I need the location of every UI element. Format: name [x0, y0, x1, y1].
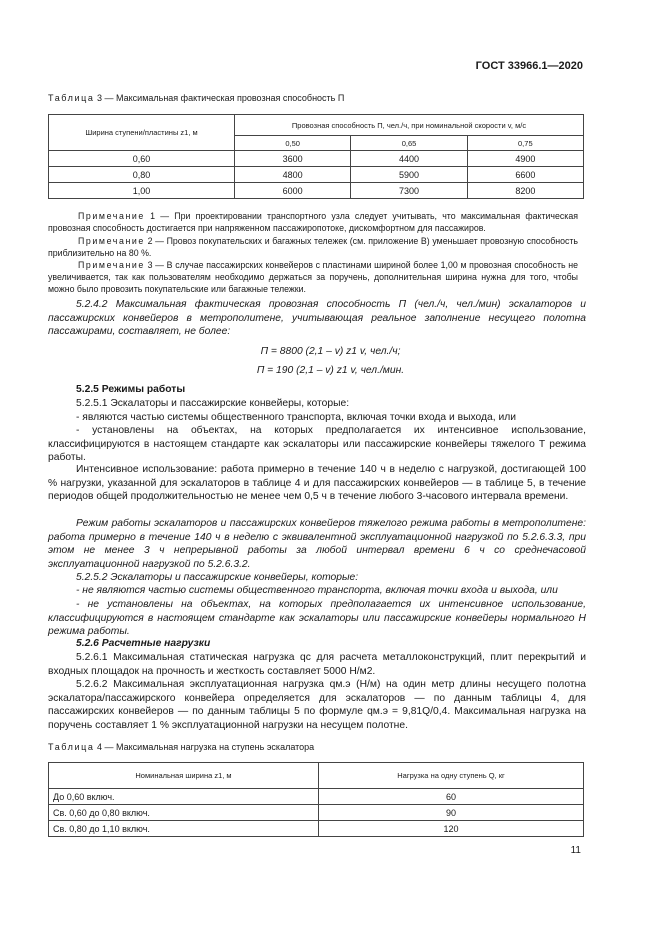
table4-caption-text: 4 — Максимальная нагрузка на ступень эскалатора — [97, 742, 315, 752]
note-3 — [48, 259, 578, 296]
paragraph-5-2-5-1: 5.2.5.1 Эскалаторы и пассажирские конвейеры, которые: — [76, 398, 350, 409]
note-1 — [48, 210, 578, 234]
table-row — [49, 789, 584, 805]
note-label: Примечание — [78, 260, 145, 270]
section-5-2-6-heading: 5.2.6 Расчетные нагрузки — [76, 638, 211, 649]
table-row — [49, 167, 584, 183]
table4-header-load: Нагрузка на одну ступень Q, кг — [319, 763, 584, 789]
table3-speed: 0,65 — [351, 136, 467, 151]
table4-header-width: Номинальная ширина z1, м — [49, 763, 319, 789]
table-cell: Св. 0,80 до 1,10 включ. — [49, 821, 319, 837]
table3-speed: 0,50 — [235, 136, 351, 151]
paragraph-5-2-5-2-item-a: - не являются частью системы общественного транспорта, включая точки входа и выхода, или — [76, 585, 558, 596]
table-cell: 6000 — [235, 183, 351, 199]
page-number: 11 — [570, 845, 581, 856]
table3-header-width: Ширина ступени/пластины z1, м — [49, 115, 235, 151]
table3-header-capacity: Провозная способность П, чел./ч, при номинальной скорости v, м/с — [235, 115, 584, 136]
note-2 — [48, 235, 578, 259]
table4 — [48, 762, 584, 837]
table-row — [49, 821, 584, 837]
table4-caption — [48, 742, 314, 752]
table-cell: 1,00 — [49, 183, 235, 199]
paragraph-5-2-6-2: 5.2.6.2 Максимальная эксплуатационная нагрузка qм.э (Н/м) на один метр длины несущего полотна эскалатора/пассажирского конвейера определяется для эскалаторов — по данным таблицы 4, для пассажирских конвейеров — по данным таблицы 5 по формуле qм.э = 9,81Q/0,4. Максимальная нагрузка на поручень составляет 1 % эксплуатационной нагрузки на несущем полотне. — [48, 679, 586, 731]
table-row — [49, 805, 584, 821]
paragraph-5-2-5-2: 5.2.5.2 Эскалаторы и пассажирские конвейеры, которые: — [76, 572, 359, 583]
paragraph-5-2-6-1: 5.2.6.1 Максимальная статическая нагрузка qc для расчета металлоконструкций, плит перекрытий и входных площадок на прочность и жесткость составляет 5000 Н/м2. — [48, 652, 586, 677]
note-text: 1 — При проектировании транспортного узла следует учитывать, что максимальная фактическая провозная способность достигается при напряженном пассажиропотоке, дискомфортном для пассажиров. — [48, 211, 578, 234]
table-cell: 7300 — [351, 183, 467, 199]
table3-caption-prefix: Таблица — [48, 93, 95, 103]
table-cell: 120 — [319, 821, 584, 837]
note-text: 3 — В случае пассажирских конвейеров с пластинами шириной более 1,00 м провозная способность не увеличивается, так как пользователям необходимо держаться за поручень, дополнительная ширина нужна для того, чтобы можно было провозить покупательские или багажные тележки. — [48, 260, 578, 295]
table-cell: Св. 0,60 до 0,80 включ. — [49, 805, 319, 821]
paragraph-5-2-4-2: 5.2.4.2 Максимальная фактическая провозная способность П (чел./ч, чел./мин) эскалаторов и пассажирских конвейеров в метрополитене, учитывающая реальное заполнение несущего полотна пассажирами, составляет, не более: — [48, 299, 586, 337]
document-header: ГОСТ 33966.1—2020 — [475, 60, 583, 72]
table-cell: 0,80 — [49, 167, 235, 183]
table3 — [48, 114, 584, 199]
note-label: Примечание — [78, 211, 145, 221]
table-cell: 60 — [319, 789, 584, 805]
table-cell: 90 — [319, 805, 584, 821]
table-cell: 4400 — [351, 151, 467, 167]
paragraph-heavy-duty-mode: Режим работы эскалаторов и пассажирских конвейеров тяжелого режима работы в метрополитене: работа примерно в течение 140 ч в неделю с эквивалентной эксплуатационной нагрузкой по 5.2.6.3.3, при этом не менее 3 ч непрерывной работы за любой интервал времени 6 ч со среднечасовой эксплуатационной нагрузкой по 5.2.6.3.2. — [48, 518, 586, 570]
formula-per-hour: П = 8800 (2,1 – v) z1 v, чел./ч; — [260, 346, 401, 357]
table-cell: 6600 — [467, 167, 583, 183]
table3-caption — [48, 93, 344, 103]
formula-per-minute: П = 190 (2,1 – v) z1 v, чел./мин. — [256, 365, 405, 376]
table4-caption-prefix: Таблица — [48, 742, 95, 752]
table-cell: 8200 — [467, 183, 583, 199]
table-cell: 4800 — [235, 167, 351, 183]
table-cell: 0,60 — [49, 151, 235, 167]
table3-speed: 0,75 — [467, 136, 583, 151]
table-row — [49, 151, 584, 167]
note-text: 2 — Провоз покупательских и багажных тележек (см. приложение В) уменьшает провозную способность приблизительно на 80 %. — [48, 236, 579, 259]
table-row — [49, 183, 584, 199]
paragraph-intensive-use: Интенсивное использование: работа примерно в течение 140 ч в неделю с нагрузкой, достигающей 100 % нагрузки, указанной для эскалаторов в таблице 4 и для пассажирских конвейеров — в таблице 5, в течение периодов общей продолжительностью не менее чем 0,5 ч в течение любого 3-часового интервала времени. — [48, 464, 586, 502]
table-cell: 5900 — [351, 167, 467, 183]
paragraph-5-2-5-2-item-b: - не установлены на объектах, на которых предполагается их интенсивное использование, классифицируются в настоящем стандарте как эскалаторы или пассажирские конвейеры нормального Н режима работы. — [48, 599, 586, 637]
table-cell: 4900 — [467, 151, 583, 167]
table3-caption-text: 3 — Максимальная фактическая провозная способность П — [97, 93, 345, 103]
paragraph-5-2-5-1-item-a: - являются частью системы общественного транспорта, включая точки входа и выхода, или — [76, 412, 516, 423]
note-label: Примечание — [78, 236, 145, 246]
table-cell: До 0,60 включ. — [49, 789, 319, 805]
section-5-2-5-heading: 5.2.5 Режимы работы — [76, 384, 186, 395]
table-cell: 3600 — [235, 151, 351, 167]
paragraph-5-2-5-1-item-b: - установлены на объектах, на которых предполагается их интенсивное использование, классифицируются в настоящем стандарте как эскалаторы или пассажирские конвейеры тяжелого Т режима работы. — [48, 425, 586, 463]
